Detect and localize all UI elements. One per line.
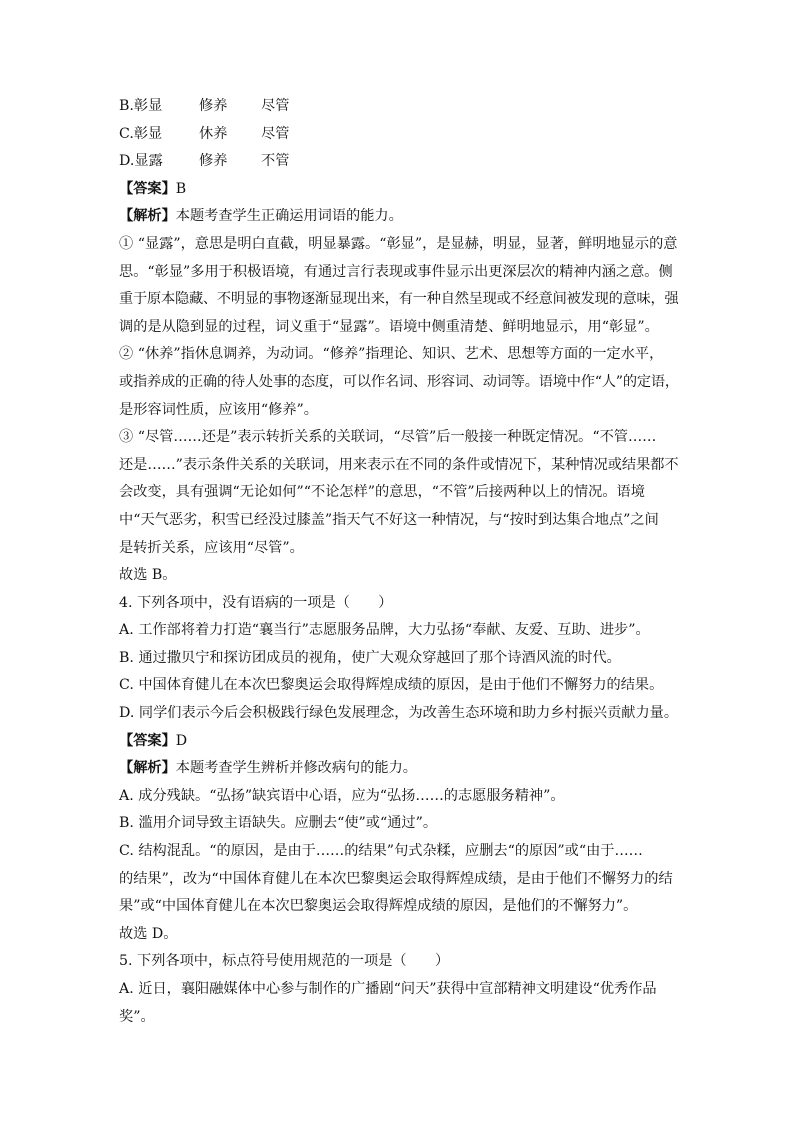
analysis-text: 是转折关系，应该用“尽管”。 <box>119 539 304 556</box>
option-word-3: 尽管 <box>261 98 290 114</box>
analysis-tag: 【解析】 <box>119 760 176 777</box>
analysis-text: 思。“彰显”多用于积极语境，有通过言行表现或事件显示出更深层次的精神内涵之意。侧 <box>119 263 673 280</box>
answer-value: B <box>175 180 187 197</box>
q5-option-a: A. 近日，襄阳融媒体中心参与制作的广播剧“问天”获得中宣部精神文明建设“优秀作品 <box>119 981 657 997</box>
analysis-text: 的结果”，改为“中国体育健儿在本次巴黎奥运会取得辉煌成绩，是由于他们不懈努力的结 <box>119 870 673 887</box>
question-5: 5. 下列各项中，标点符号使用规范的一项是（ ） <box>119 953 450 970</box>
document-page <box>119 93 679 1031</box>
answer-tag: 【答案】 <box>119 732 176 749</box>
analysis-intro: 本题考查学生辨析并修改病句的能力。 <box>175 760 417 777</box>
analysis-text: B. 滥用介词导致主语缺失。应删去“使”或“通过”。 <box>119 815 438 832</box>
q4-option-c: C. 中国体育健儿在本次巴黎奥运会取得辉煌成绩的原因，是由于他们不懈努力的结果。 <box>119 677 664 694</box>
analysis-text: ③ “尽管……还是”表示转折关系的关联词，“尽管”后一般接一种既定情况。“不管…… <box>119 429 657 446</box>
option-d <box>119 148 679 176</box>
analysis-tag: 【解析】 <box>119 208 176 225</box>
answer-tag: 【答案】 <box>119 180 176 197</box>
option-word-2: 修养 <box>199 98 228 114</box>
analysis-text: ② “休养”指休息调养，为动词。“修养”指理论、知识、艺术、思想等方面的一定水平， <box>119 346 664 363</box>
option-c <box>119 121 679 149</box>
option-word-2: 休养 <box>199 125 228 142</box>
analysis-text: 中“天气恶劣，积雪已经没过膝盖”指天气不好这一种情况，与“按时到达集合地点”之间 <box>119 511 659 528</box>
conclusion: 故选 D。 <box>119 925 178 942</box>
analysis-text: 会改变，具有强调“无论如何”“不论怎样”的意思，“不管”后接两种以上的情况。语境 <box>119 484 645 501</box>
analysis-line <box>119 203 679 231</box>
analysis-text: 是形容词性质，应该用“修养”。 <box>119 401 318 418</box>
analysis-line <box>119 755 679 783</box>
analysis-text: 重于原本隐藏、不明显的事物逐渐显现出来，有一种自然呈现或不经意间被发现的意味，强 <box>119 291 679 308</box>
analysis-text: 调的是从隐到显的过程，词义重于“显露”。语境中侧重清楚、鲜明地显示，用“彰显”。 <box>119 318 659 335</box>
analysis-text: 还是……”表示条件关系的关联词，用来表示在不同的条件或情况下，某种情况或结果都不 <box>119 456 679 473</box>
q4-option-b: B. 通过撒贝宁和探访团成员的视角，使广大观众穿越回了那个诗酒风流的时代。 <box>119 649 621 666</box>
q4-option-a: A. 工作部将着力打造“襄当行”志愿服务品牌，大力弘扬“奉献、友爱、互助、进步”。 <box>119 622 650 639</box>
option-word-3: 不管 <box>261 153 290 170</box>
analysis-text: 果”或“中国体育健儿在本次巴黎奥运会取得辉煌成绩的原因，是他们的不懈努力”。 <box>119 898 638 915</box>
answer-line <box>119 176 679 204</box>
option-word-2: 修养 <box>199 153 228 170</box>
analysis-text: ① “显露”，意思是明白直截，明显暴露。“彰显”，是显赫，明显，显著，鲜明地显示的意 <box>119 235 678 252</box>
q4-option-d: D. 同学们表示今后会积极践行绿色发展理念，为改善生态环境和助力乡村振兴贡献力量。 <box>119 705 679 722</box>
answer-value: D <box>175 732 188 749</box>
option-b <box>119 93 679 121</box>
option-label: B.彰显 <box>119 98 163 114</box>
option-label: D.显露 <box>119 153 163 170</box>
q5-option-a-cont: 奖”。 <box>119 1008 155 1025</box>
analysis-text: C. 结构混乱。“的原因，是由于……的结果”句式杂糅，应删去“的原因”或“由于…… <box>119 843 643 860</box>
option-word-3: 尽管 <box>261 125 290 142</box>
question-4: 4. 下列各项中，没有语病的一项是（ ） <box>119 594 393 611</box>
analysis-intro: 本题考查学生正确运用词语的能力。 <box>175 208 403 225</box>
analysis-text: 或指养成的正确的待人处事的态度，可以作名词、形容词、动词等。语境中作“人”的定语， <box>119 373 679 390</box>
analysis-text: A. 成分残缺。“弘扬”缺宾语中心语，应为“弘扬……的志愿服务精神”。 <box>119 787 565 804</box>
answer-line <box>119 728 679 756</box>
option-label: C.彰显 <box>119 125 163 142</box>
conclusion: 故选 B。 <box>119 567 177 584</box>
